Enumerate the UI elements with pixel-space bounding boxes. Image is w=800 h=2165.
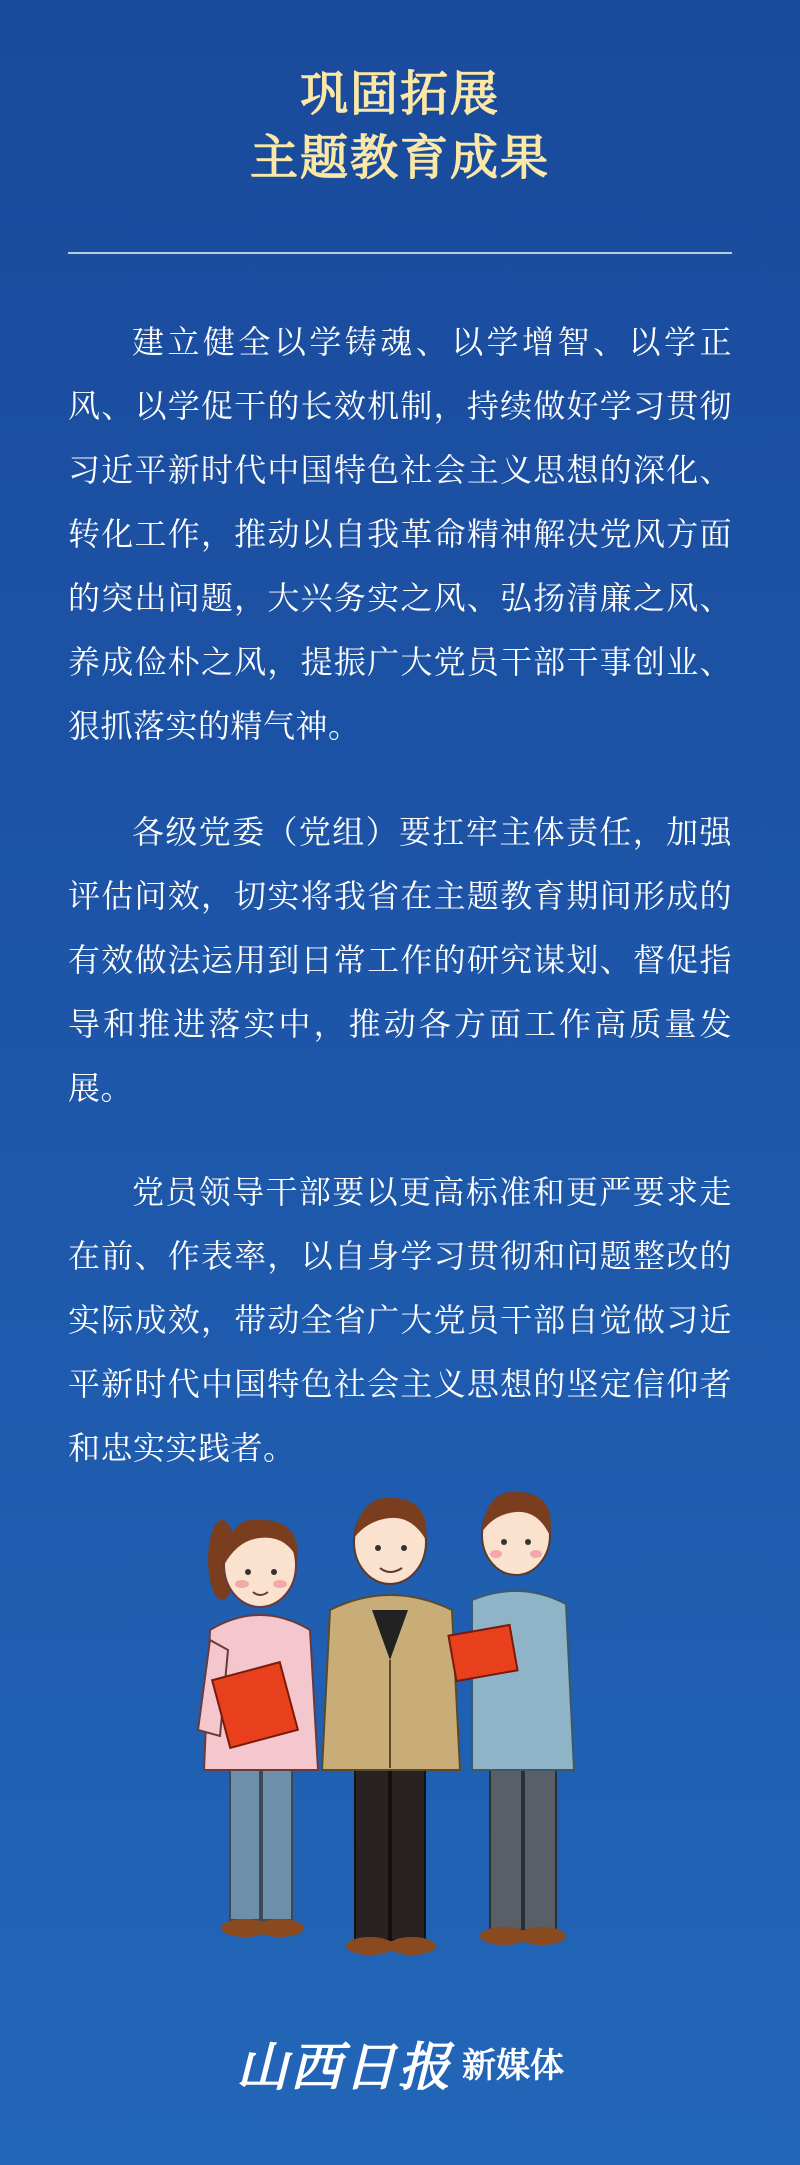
brand-name: 山西日报 [235,2037,452,2098]
woman-figure [198,1520,318,1937]
brand-subtitle: 新媒体 [462,2046,564,2086]
man-middle-figure [322,1498,460,1955]
title-divider [68,252,732,254]
title-line-1: 巩固拓展 [299,66,500,122]
paragraph-1: 建立健全以学铸魂、以学增智、以学正风、以学促干的长效机制，持续做好学习贯彻习近平新时代中国特色社会主义思想的深化、转化工作，推动以自我革命精神解决党风方面的突出问题，大兴务实之风、弘扬清廉之风、养成俭朴之风，提振广大党员干部干事创业、狠抓落实的精气神。 [68,323,732,745]
page-title [0,62,800,190]
footer-logo [0,2025,800,2100]
man-right-figure [448,1492,574,1945]
title-line-2: 主题教育成果 [249,130,550,186]
paragraph-2: 各级党委（党组）要扛牢主体责任，加强评估问效，切实将我省在主题教育期间形成的有效做法运用到日常工作的研究谋划、督促指导和推进落实中，推动各方面工作高质量发展。 [68,813,732,1107]
party-members-reading-illustration [190,1480,610,2000]
paragraph-3: 党员领导干部要以更高标准和更严要求走在前、作表率，以自身学习贯彻和问题整改的实际成效，带动全省广大党员干部自觉做习近平新时代中国特色社会主义思想的坚定信仰者和忠实实践者。 [68,1173,732,1467]
